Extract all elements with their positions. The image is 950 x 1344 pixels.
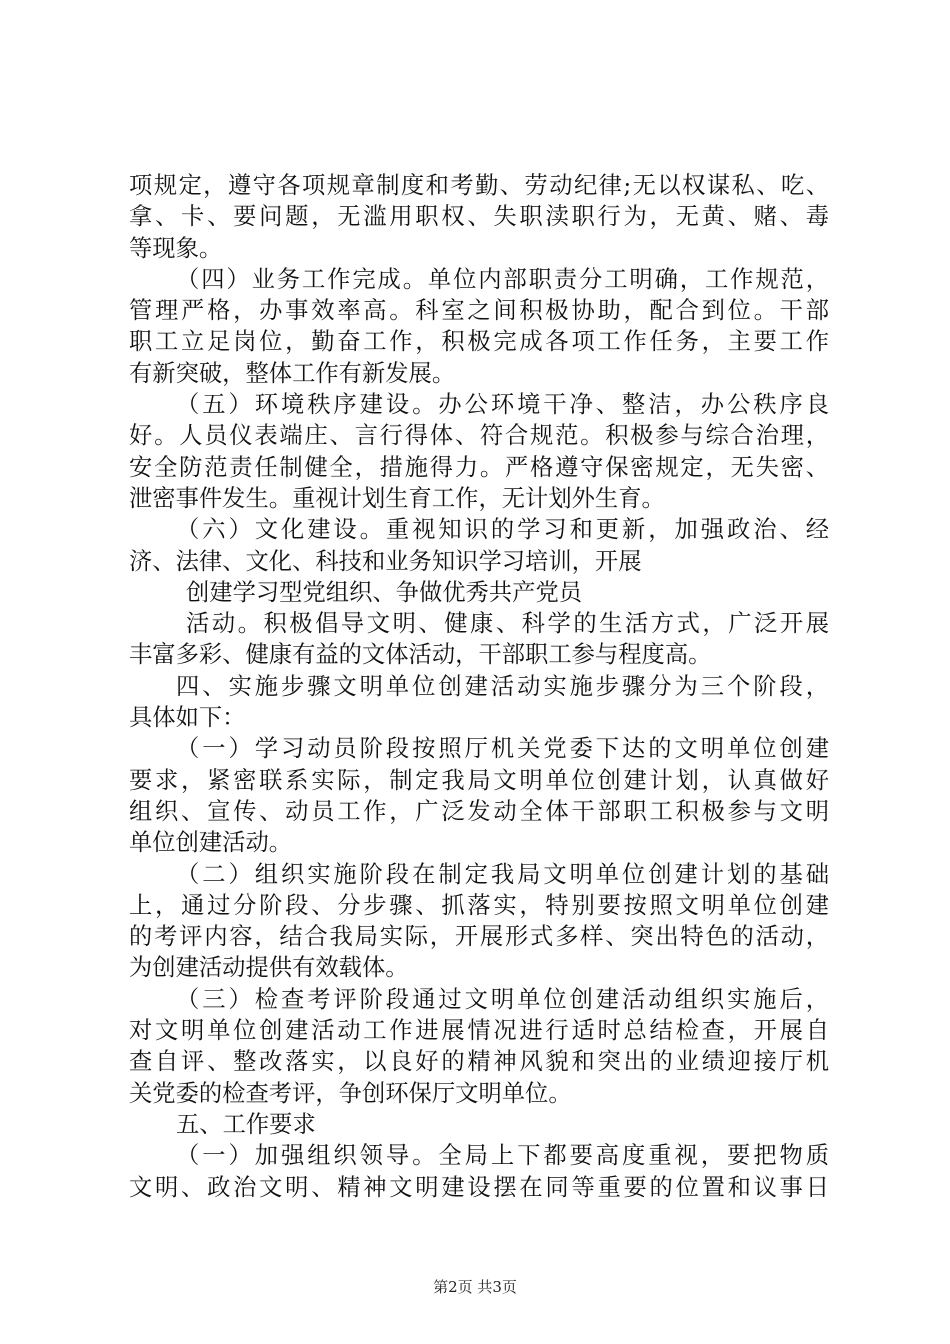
text-line: 活动。积极倡导文明、健康、科学的生活方式，广泛开展 bbox=[186, 610, 829, 638]
text-line: 有新突破，整体工作有新发展。 bbox=[129, 359, 456, 387]
text-line: 关党委的检查考评，争创环保厅文明单位。 bbox=[129, 1079, 572, 1107]
paragraph-start-line: （三）检查考评阶段通过文明单位创建活动组织实施后， bbox=[176, 985, 829, 1013]
text-line: 要求，紧密联系实际，制定我局文明单位创建计划，认真做好 bbox=[129, 766, 829, 794]
page-number-footer: 第2页 共3页 bbox=[433, 1278, 517, 1296]
section-heading-line: 五、工作要求 bbox=[176, 1110, 316, 1138]
activity-title-line: 创建学习型党组织、争做优秀共产党员 bbox=[186, 578, 583, 606]
text-line: 安全防范责任制健全，措施得力。严格遵守保密规定，无失密、 bbox=[129, 453, 829, 481]
text-line: 等现象。 bbox=[129, 234, 223, 262]
text-line: 文明、政治文明、精神文明建设摆在同等重要的位置和议事日 bbox=[129, 1173, 829, 1201]
text-line: 项规定，遵守各项规章制度和考勤、劳动纪律;无以权谋私、吃、 bbox=[129, 172, 829, 199]
text-line: 好。人员仪表端庄、言行得体、符合规范。积极参与综合治理， bbox=[129, 422, 829, 450]
text-line: 管理严格，办事效率高。科室之间积极协助，配合到位。干部 bbox=[129, 297, 829, 325]
section-heading-line: 四、实施步骤文明单位创建活动实施步骤分为三个阶段， bbox=[176, 672, 829, 700]
paragraph-start-line: （四）业务工作完成。单位内部职责分工明确，工作规范， bbox=[176, 265, 829, 293]
text-line: 单位创建活动。 bbox=[129, 829, 293, 857]
text-line: 查自评、整改落实，以良好的精神风貌和突出的业绩迎接厅机 bbox=[129, 1048, 829, 1076]
text-line: 对文明单位创建活动工作进展情况进行适时总结检查，开展自 bbox=[129, 1017, 829, 1045]
paragraph-start-line: （二）组织实施阶段在制定我局文明单位创建计划的基础 bbox=[176, 860, 829, 888]
paragraph-start-line: （五）环境秩序建设。办公环境干净、整洁，办公秩序良 bbox=[176, 391, 829, 419]
text-line: 上，通过分阶段、分步骤、抓落实，特别要按照文明单位创建 bbox=[129, 891, 829, 919]
text-line: 的考评内容，结合我局实际，开展形式多样、突出特色的活动， bbox=[129, 923, 829, 951]
text-line: 组织、宣传、动员工作，广泛发动全体干部职工积极参与文明 bbox=[129, 797, 829, 825]
text-line: 济、法律、文化、科技和业务知识学习培训，开展 bbox=[129, 547, 642, 575]
paragraph-start-line: （一）加强组织领导。全局上下都要高度重视，要把物质 bbox=[176, 1142, 829, 1170]
text-line: 拿、卡、要问题，无滥用职权、失职渎职行为，无黄、赌、毒 bbox=[129, 203, 829, 231]
text-line: 丰富多彩、健康有益的文体活动，干部职工参与程度高。 bbox=[129, 641, 712, 669]
text-line: 为创建活动提供有效载体。 bbox=[129, 954, 409, 982]
paragraph-start-line: （一）学习动员阶段按照厅机关党委下达的文明单位创建 bbox=[176, 735, 829, 763]
document-body bbox=[129, 170, 829, 1203]
paragraph-start-line: （六）文化建设。重视知识的学习和更新，加强政治、经 bbox=[176, 516, 829, 544]
text-line: 职工立足岗位，勤奋工作，积极完成各项工作任务，主要工作 bbox=[129, 328, 829, 356]
text-line: 泄密事件发生。重视计划生育工作，无计划外生育。 bbox=[129, 484, 665, 512]
text-line: 具体如下： bbox=[129, 704, 246, 732]
